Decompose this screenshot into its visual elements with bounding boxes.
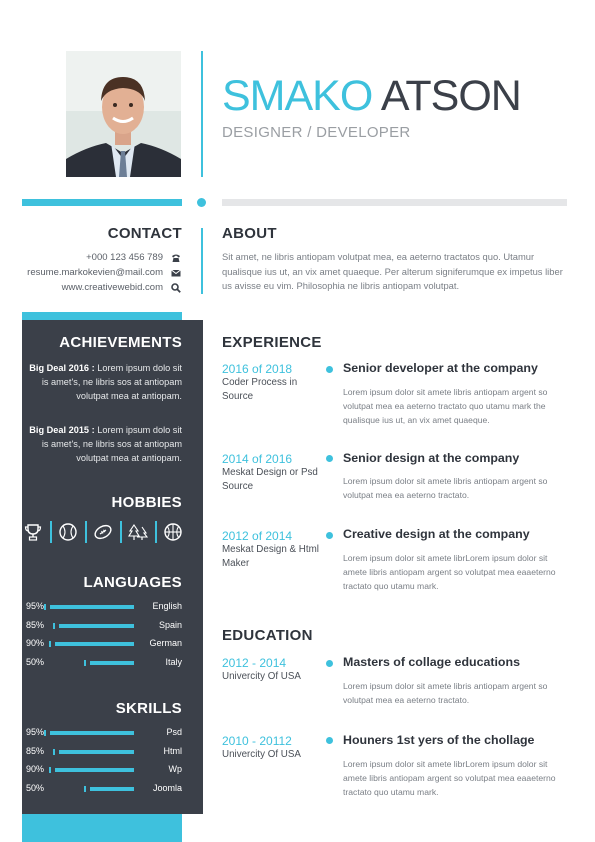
first-name: SMAKO xyxy=(222,72,373,120)
level-label: Italy xyxy=(165,656,182,667)
football-icon xyxy=(92,521,114,543)
experience-years: 2012 of 2014 xyxy=(222,529,293,543)
education-years: 2012 - 2014 xyxy=(222,656,287,670)
contact-email: resume.markokevien@mail.com xyxy=(27,267,163,278)
level-percent: 90% xyxy=(26,764,45,774)
education-title: EDUCATION xyxy=(222,627,313,644)
language-row xyxy=(26,638,182,650)
timeline-bullet xyxy=(326,660,333,667)
contact-title: CONTACT xyxy=(107,225,182,242)
level-track xyxy=(56,750,174,754)
level-tick xyxy=(49,767,51,773)
trees-icon xyxy=(127,521,149,543)
experience-role: Senior developer at the company xyxy=(343,361,538,375)
languages-title: LANGUAGES xyxy=(83,574,182,591)
hobby-separator xyxy=(85,521,87,543)
sidebar-bottom-bar xyxy=(22,814,182,842)
hobbies-row xyxy=(22,520,184,544)
level-label: Joomla xyxy=(152,782,182,793)
level-bar xyxy=(59,624,134,628)
contact-website-row xyxy=(62,282,181,293)
skill-row xyxy=(26,727,182,739)
hobby-separator xyxy=(155,521,157,543)
level-percent: 85% xyxy=(26,619,45,630)
education-place: Univercity Of USA xyxy=(222,671,301,682)
header-divider xyxy=(201,51,203,177)
contact-phone-row xyxy=(86,252,181,263)
contact-divider xyxy=(201,228,203,294)
experience-place: Coder Process in Source xyxy=(222,377,298,402)
level-label: Html xyxy=(163,745,182,756)
about-text: Sit amet, ne libris antiopam volutpat mea, ea aeterno tractatos quo. Utamur qualisque ius ut, an vix amet quaeque. Per alterum signiferumque ex impetus liber us avisse eu vim. Philosophia ne libris antiopam volutpat. xyxy=(222,251,563,291)
language-row xyxy=(26,601,182,613)
level-percent: 50% xyxy=(26,782,45,793)
experience-years: 2016 of 2018 xyxy=(222,362,293,376)
level-bar xyxy=(55,642,134,646)
skill-row xyxy=(26,746,182,758)
timeline-bullet xyxy=(326,455,333,462)
level-tick xyxy=(84,786,86,792)
education-desc: Lorem ipsum dolor sit amete librLorem ipsum dolor sit amete libris antiopam argent so volutpat mea eaaeterno tractato quo utamu mark. xyxy=(343,759,556,797)
level-label: English xyxy=(152,601,182,611)
grey-bar-right xyxy=(222,199,567,206)
skill-row xyxy=(26,783,182,795)
level-bar xyxy=(90,787,134,791)
level-bar xyxy=(50,605,134,609)
level-tick xyxy=(49,641,51,647)
experience-place: Meskat Design or Psd Source xyxy=(222,467,318,492)
achievement-item xyxy=(22,423,182,465)
achievement-text: Lorem ipsum dolo sit is amet's, ne libris sos at antiopam volutpat mea at antiopam. xyxy=(41,363,182,401)
achievement-text: Lorem ipsum dolo sit is amet's, ne libris sos at antiopam volutpat mea at antiopam. xyxy=(41,425,182,463)
experience-desc: Lorem ipsum dolor sit amete librLorem ipsum dolor sit amete libris antiopam argent so volutpat mea eaaeterno tractato quo utamu mark. xyxy=(343,553,556,591)
achievement-item xyxy=(22,361,182,403)
education-desc: Lorem ipsum dolor sit amete libris antiopam argent so volutpat mea ea aeterno tractato. xyxy=(343,681,548,705)
experience-role: Creative design at the company xyxy=(343,527,530,541)
level-tick xyxy=(53,623,55,629)
timeline-bullet xyxy=(326,737,333,744)
sidebar-accent-bar xyxy=(22,312,182,320)
level-track xyxy=(56,731,174,735)
level-bar xyxy=(59,750,134,754)
achievement-label: Big Deal 2015 : xyxy=(29,425,95,435)
achievements-title: ACHIEVEMENTS xyxy=(59,334,182,351)
timeline-bullet xyxy=(326,366,333,373)
education-role: Masters of collage educations xyxy=(343,655,520,669)
level-label: Wp xyxy=(168,764,182,774)
level-tick xyxy=(84,660,86,666)
level-percent: 95% xyxy=(26,601,45,611)
experience-desc: Lorem ipsum dolor sit amete libris antiopam argent so volutpat mea ea aeterno tractato quo utamu mark the qualisque ius ut, an vix amet quaeque. xyxy=(343,387,548,425)
level-percent: 50% xyxy=(26,656,45,667)
level-bar xyxy=(50,731,134,735)
education-place: Univercity Of USA xyxy=(222,749,301,760)
last-name: ATSON xyxy=(380,72,521,120)
level-tick xyxy=(44,604,46,610)
baseball-icon xyxy=(57,521,79,543)
experience-desc: Lorem ipsum dolor sit amete libris antiopam argent so volutpat mea ea aeterno tractato. xyxy=(343,476,548,500)
accent-bar-left xyxy=(22,199,182,206)
accent-dot xyxy=(197,198,206,207)
level-track xyxy=(56,768,174,772)
language-row xyxy=(26,620,182,632)
education-role: Houners 1st yers of the chollage xyxy=(343,733,535,747)
skill-row xyxy=(26,764,182,776)
experience-years: 2014 of 2016 xyxy=(222,452,293,466)
level-bar xyxy=(55,768,134,772)
timeline-bullet xyxy=(326,532,333,539)
contact-email-row xyxy=(27,267,181,278)
hobby-separator xyxy=(120,521,122,543)
hobbies-title: HOBBIES xyxy=(111,494,182,511)
language-row xyxy=(26,657,182,669)
experience-place: Meskat Design & Html Maker xyxy=(222,544,319,569)
experience-title: EXPERIENCE xyxy=(222,334,322,351)
about-title: ABOUT xyxy=(222,225,277,242)
level-tick xyxy=(44,730,46,736)
level-percent: 85% xyxy=(26,745,45,756)
level-tick xyxy=(53,749,55,755)
education-years: 2010 - 20112 xyxy=(222,734,292,748)
search-icon xyxy=(171,283,181,293)
level-label: Psd xyxy=(166,727,182,737)
contact-phone: +000 123 456 789 xyxy=(86,252,163,263)
level-label: German xyxy=(149,638,182,648)
experience-role: Senior design at the company xyxy=(343,451,520,465)
level-percent: 95% xyxy=(26,727,45,737)
full-name xyxy=(222,72,521,120)
achievement-label: Big Deal 2016 : xyxy=(29,363,95,373)
level-bar xyxy=(90,661,134,665)
profile-photo xyxy=(66,51,181,177)
level-track xyxy=(56,624,174,628)
job-subtitle: DESIGNER / DEVELOPER xyxy=(222,124,411,141)
level-percent: 90% xyxy=(26,638,45,648)
skills-title: SKRILLS xyxy=(115,700,182,717)
hobby-separator xyxy=(50,521,52,543)
phone-icon xyxy=(171,253,181,263)
level-track xyxy=(56,661,174,665)
trophy-icon xyxy=(22,521,44,543)
basketball-icon xyxy=(162,521,184,543)
contact-website: www.creativewebid.com xyxy=(61,282,163,293)
mail-icon xyxy=(171,268,181,278)
level-label: Spain xyxy=(158,619,182,630)
